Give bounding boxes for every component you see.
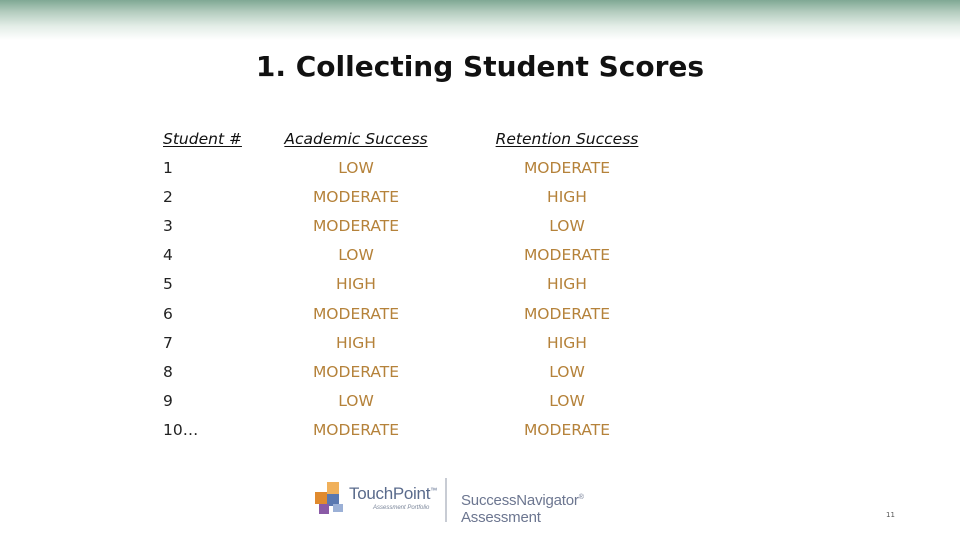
retention-success-value: MODERATE (523, 304, 611, 323)
touchpoint-logo-text: TouchPoint™ (349, 484, 437, 503)
retention-success-value: MODERATE (523, 420, 611, 439)
academic-success-value: MODERATE (312, 420, 400, 439)
academic-success-value: HIGH (336, 333, 376, 352)
student-number: 6 (163, 304, 173, 323)
table-row (0, 159, 960, 188)
table-row (0, 275, 960, 304)
retention-success-value: MODERATE (523, 246, 611, 265)
slide-title: 1. Collecting Student Scores (255, 50, 705, 83)
table-row (0, 246, 960, 275)
table-row (0, 217, 960, 246)
student-number: 4 (163, 246, 173, 265)
academic-success-value: MODERATE (312, 217, 400, 236)
touchpoint-logo-icon (315, 482, 345, 514)
student-number: 10… (163, 420, 199, 439)
retention-success-value: LOW (549, 391, 585, 410)
retention-success-value: HIGH (547, 188, 587, 207)
student-number: 9 (163, 391, 173, 410)
page-number: 11 (886, 511, 895, 519)
header-band (0, 0, 960, 40)
retention-success-value: LOW (549, 362, 585, 381)
retention-success-value: MODERATE (523, 159, 611, 177)
successnavigator-logo-text: SuccessNavigator® Assessment (461, 492, 584, 526)
table-row (0, 188, 960, 217)
table-row (0, 392, 960, 421)
touchpoint-logo-subtitle: Assessment Portfolio (373, 505, 430, 511)
table-row (0, 305, 960, 334)
table-row (0, 334, 960, 363)
student-number: 8 (163, 362, 173, 381)
academic-success-value: LOW (338, 159, 374, 177)
student-number: 3 (163, 217, 173, 236)
retention-success-value: LOW (549, 217, 585, 236)
student-number: 5 (163, 275, 173, 294)
retention-success-value: HIGH (547, 275, 587, 294)
header-student: Student # (163, 130, 242, 148)
student-number: 7 (163, 333, 173, 352)
table-header-row (0, 130, 960, 159)
header-academic-success: Academic Success (284, 130, 428, 148)
header-retention-success: Retention Success (495, 130, 639, 148)
academic-success-value: LOW (338, 391, 374, 410)
table-row (0, 363, 960, 392)
footer-logos (315, 478, 655, 526)
student-number: 2 (163, 188, 173, 207)
academic-success-value: HIGH (336, 275, 376, 294)
table-row (0, 421, 960, 450)
academic-success-value: MODERATE (312, 188, 400, 207)
academic-success-value: MODERATE (312, 362, 400, 381)
retention-success-value: HIGH (547, 333, 587, 352)
academic-success-value: LOW (338, 246, 374, 265)
student-number: 1 (163, 159, 173, 177)
logo-divider (445, 478, 447, 522)
academic-success-value: MODERATE (312, 304, 400, 323)
